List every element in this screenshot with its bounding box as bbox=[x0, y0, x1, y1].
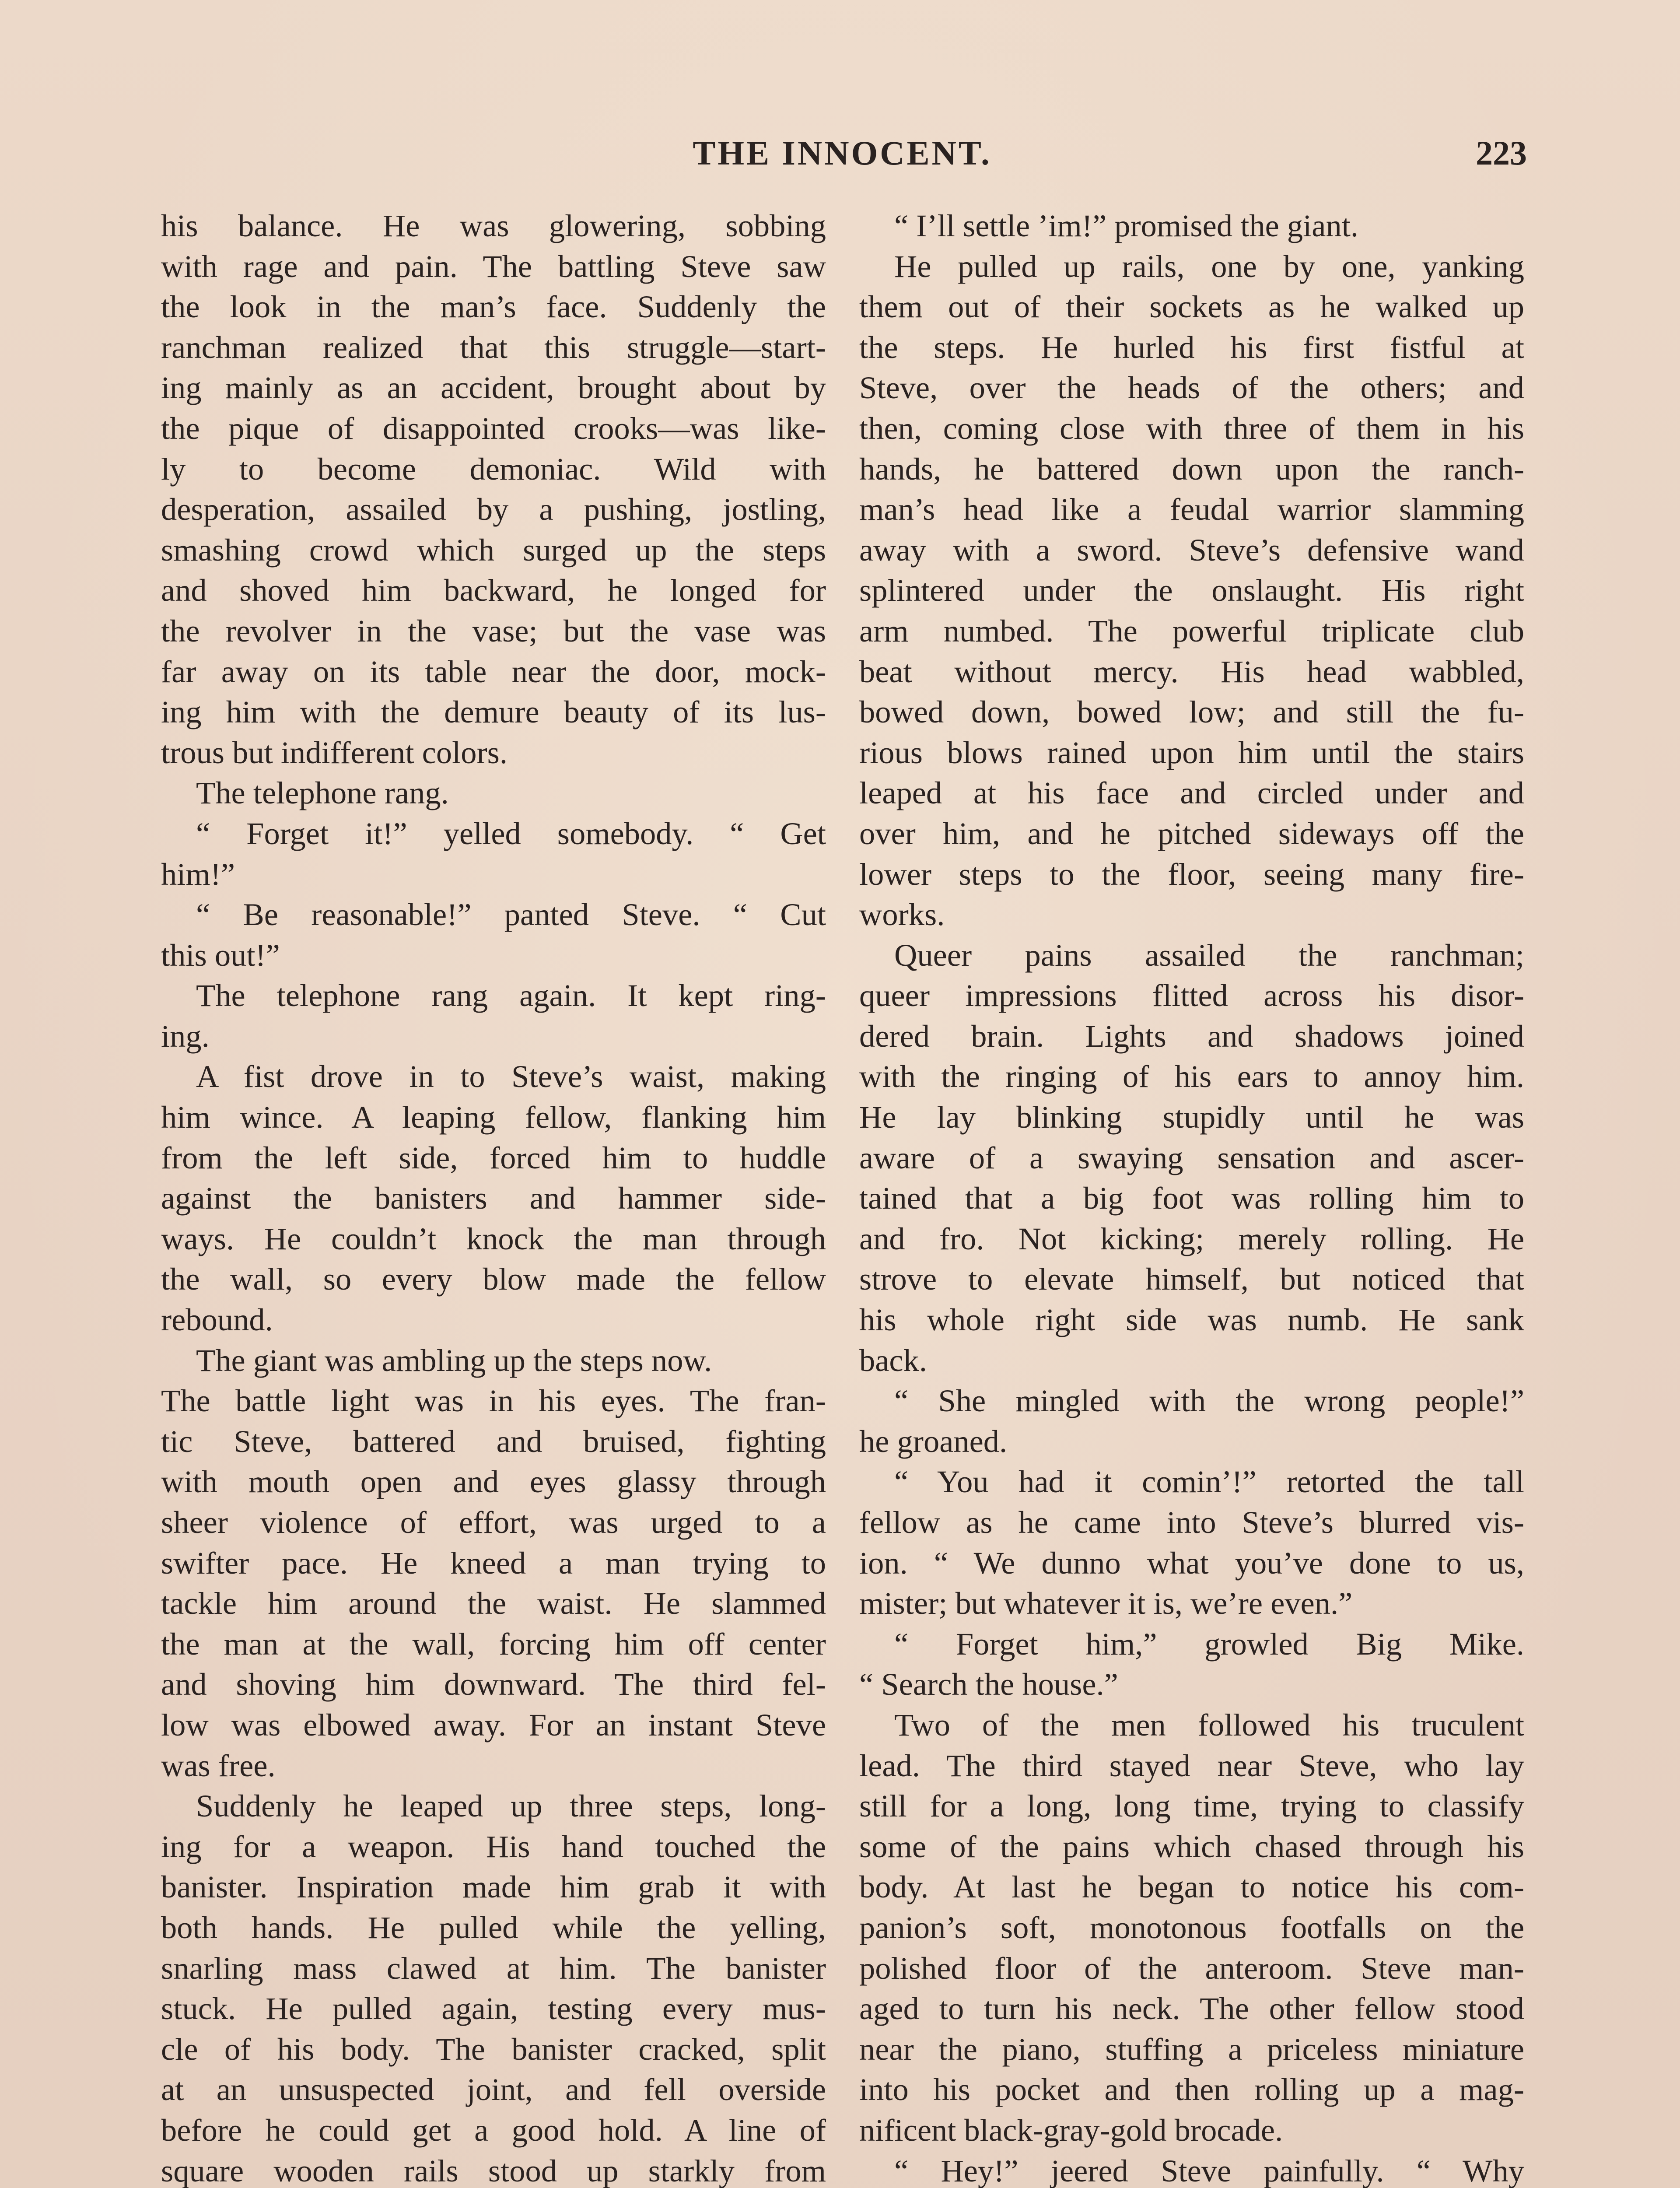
text-line: square wooden rails stood up starkly from bbox=[161, 2153, 826, 2188]
text-line: some of the pains which chased through his bbox=[859, 1828, 1524, 1864]
text-line: then, coming close with three of them in his bbox=[859, 410, 1524, 446]
text-line: rebound. bbox=[161, 1302, 273, 1338]
text-line: the revolver in the vase; but the vase was bbox=[161, 613, 826, 649]
text-line: swifter pace. He kneed a man trying to bbox=[161, 1545, 826, 1581]
text-line: He pulled up rails, one by one, yanking bbox=[894, 248, 1524, 284]
text-line: with the ringing of his ears to annoy him. bbox=[859, 1059, 1524, 1094]
text-line: “ Forget it!” yelled somebody. “ Get bbox=[196, 815, 826, 851]
text-line: tained that a big foot was rolling him to bbox=[859, 1180, 1524, 1216]
text-line: ly to become demoniac. Wild with bbox=[161, 451, 826, 487]
text-line: his whole right side was numb. He sank bbox=[859, 1302, 1524, 1338]
text-line: “ She mingled with the wrong people!” bbox=[894, 1383, 1524, 1419]
text-line: back. bbox=[859, 1342, 927, 1378]
text-line: leaped at his face and circled under and bbox=[859, 775, 1524, 811]
text-line: near the piano, stuffing a priceless miniature bbox=[859, 2031, 1524, 2067]
text-line: low was elbowed away. For an instant Steve bbox=[161, 1707, 826, 1743]
text-line: “ Forget him,” growled Big Mike. bbox=[894, 1626, 1524, 1662]
text-line: snarling mass clawed at him. The banister bbox=[161, 1950, 826, 1986]
text-line: splintered under the onslaught. His right bbox=[859, 572, 1524, 608]
text-line: Queer pains assailed the ranchman; bbox=[894, 937, 1524, 973]
text-line: both hands. He pulled while the yelling, bbox=[161, 1909, 826, 1945]
left-text-column bbox=[161, 206, 826, 2188]
text-line: cle of his body. The banister cracked, split bbox=[161, 2031, 826, 2067]
text-line: still for a long, long time, trying to classify bbox=[859, 1788, 1524, 1824]
text-line: panion’s soft, monotonous footfalls on the bbox=[859, 1909, 1524, 1945]
text-line: Two of the men followed his truculent bbox=[894, 1707, 1524, 1743]
text-line: beat without mercy. His head wabbled, bbox=[859, 653, 1524, 689]
text-line: he groaned. bbox=[859, 1423, 1008, 1459]
text-line: queer impressions flitted across his disor- bbox=[859, 978, 1524, 1013]
page-number: 223 bbox=[1476, 134, 1527, 172]
text-line: from the left side, forced him to huddle bbox=[161, 1140, 826, 1175]
text-line: the look in the man’s face. Suddenly the bbox=[161, 289, 826, 325]
text-line: The telephone rang again. It kept ring- bbox=[196, 978, 826, 1013]
text-line: nificent black-gray-gold brocade. bbox=[859, 2112, 1283, 2148]
text-line: The telephone rang. bbox=[196, 775, 449, 811]
text-line: ways. He couldn’t knock the man through bbox=[161, 1220, 826, 1256]
text-line: polished floor of the anteroom. Steve man- bbox=[859, 1950, 1524, 1986]
text-line: before he could get a good hold. A line of bbox=[161, 2112, 826, 2148]
text-line: ranchman realized that this struggle—start- bbox=[161, 329, 826, 365]
text-line: the man at the wall, forcing him off center bbox=[161, 1626, 826, 1662]
text-line: the steps. He hurled his first fistful at bbox=[859, 329, 1524, 365]
text-line: and shoving him downward. The third fel- bbox=[161, 1666, 826, 1702]
text-line: Suddenly he leaped up three steps, long- bbox=[196, 1788, 826, 1824]
text-line: with rage and pain. The battling Steve saw bbox=[161, 248, 826, 284]
text-line: arm numbed. The powerful triplicate club bbox=[859, 613, 1524, 649]
text-line: the pique of disappointed crooks—was like- bbox=[161, 410, 826, 446]
text-line: He lay blinking stupidly until he was bbox=[859, 1099, 1524, 1135]
text-line: “ Search the house.” bbox=[859, 1666, 1118, 1702]
text-line: mister; but whatever it is, we’re even.” bbox=[859, 1585, 1353, 1621]
text-line: The giant was ambling up the steps now. bbox=[196, 1342, 712, 1378]
text-line: sheer violence of effort, was urged to a bbox=[161, 1504, 826, 1540]
text-line: tackle him around the waist. He slammed bbox=[161, 1585, 826, 1621]
text-line: against the banisters and hammer side- bbox=[161, 1180, 826, 1216]
right-text-column bbox=[859, 206, 1524, 2188]
text-line: smashing crowd which surged up the steps bbox=[161, 532, 826, 568]
text-line: hands, he battered down upon the ranch- bbox=[859, 451, 1524, 487]
text-line: “ I’ll settle ’im!” promised the giant. bbox=[894, 208, 1358, 243]
text-line: this out!” bbox=[161, 937, 280, 973]
text-line: away with a sword. Steve’s defensive wand bbox=[859, 532, 1524, 568]
text-line: the wall, so every blow made the fellow bbox=[161, 1261, 826, 1297]
text-line: with mouth open and eyes glassy through bbox=[161, 1464, 826, 1500]
text-line: “ Be reasonable!” panted Steve. “ Cut bbox=[196, 897, 826, 933]
text-line: stuck. He pulled again, testing every mus- bbox=[161, 1991, 826, 2027]
text-line: was free. bbox=[161, 1747, 276, 1783]
text-line: works. bbox=[859, 897, 945, 933]
text-line: “ You had it comin’!” retorted the tall bbox=[894, 1464, 1524, 1500]
text-line: far away on its table near the door, mock- bbox=[161, 653, 826, 689]
text-line: rious blows rained upon him until the stairs bbox=[859, 734, 1524, 770]
text-line: banister. Inspiration made him grab it with bbox=[161, 1869, 826, 1905]
text-line: at an unsuspected joint, and fell overside bbox=[161, 2072, 826, 2107]
text-line: The battle light was in his eyes. The fran- bbox=[161, 1383, 826, 1419]
text-line: his balance. He was glowering, sobbing bbox=[161, 208, 826, 243]
text-line: dered brain. Lights and shadows joined bbox=[859, 1018, 1524, 1054]
text-line: them out of their sockets as he walked up bbox=[859, 289, 1524, 325]
text-line: trous but indifferent colors. bbox=[161, 734, 508, 770]
text-line: ing. bbox=[161, 1018, 210, 1054]
text-line: lead. The third stayed near Steve, who lay bbox=[859, 1747, 1524, 1783]
text-line: ion. “ We dunno what you’ve done to us, bbox=[859, 1545, 1524, 1581]
text-line: Steve, over the heads of the others; and bbox=[859, 370, 1524, 406]
text-line: him!” bbox=[161, 856, 235, 892]
text-line: fellow as he came into Steve’s blurred vis- bbox=[859, 1504, 1524, 1540]
text-line: him wince. A leaping fellow, flanking him bbox=[161, 1099, 826, 1135]
text-line: ing mainly as an accident, brought about by bbox=[161, 370, 826, 406]
text-line: “ Hey!” jeered Steve painfully. “ Why bbox=[894, 2153, 1524, 2188]
text-line: aged to turn his neck. The other fellow stood bbox=[859, 1991, 1524, 2027]
text-line: over him, and he pitched sideways off the bbox=[859, 815, 1524, 851]
page-header bbox=[158, 127, 1527, 179]
text-line: man’s head like a feudal warrior slamming bbox=[859, 491, 1524, 527]
text-line: and fro. Not kicking; merely rolling. He bbox=[859, 1220, 1524, 1256]
running-title: THE INNOCENT. bbox=[693, 134, 992, 172]
text-line: strove to elevate himself, but noticed that bbox=[859, 1261, 1524, 1297]
text-line: lower steps to the floor, seeing many fire- bbox=[859, 856, 1524, 892]
text-line: aware of a swaying sensation and ascer- bbox=[859, 1140, 1524, 1175]
text-line: and shoved him backward, he longed for bbox=[161, 572, 826, 608]
text-line: desperation, assailed by a pushing, jostling, bbox=[161, 491, 826, 527]
text-line: bowed down, bowed low; and still the fu- bbox=[859, 694, 1524, 730]
text-line: A fist drove in to Steve’s waist, making bbox=[196, 1059, 826, 1094]
text-line: ing him with the demure beauty of its lus- bbox=[161, 694, 826, 730]
text-line: body. At last he began to notice his com- bbox=[859, 1869, 1524, 1905]
text-line: tic Steve, battered and bruised, fighting bbox=[161, 1423, 826, 1459]
text-line: ing for a weapon. His hand touched the bbox=[161, 1828, 826, 1864]
text-line: into his pocket and then rolling up a mag- bbox=[859, 2072, 1524, 2107]
